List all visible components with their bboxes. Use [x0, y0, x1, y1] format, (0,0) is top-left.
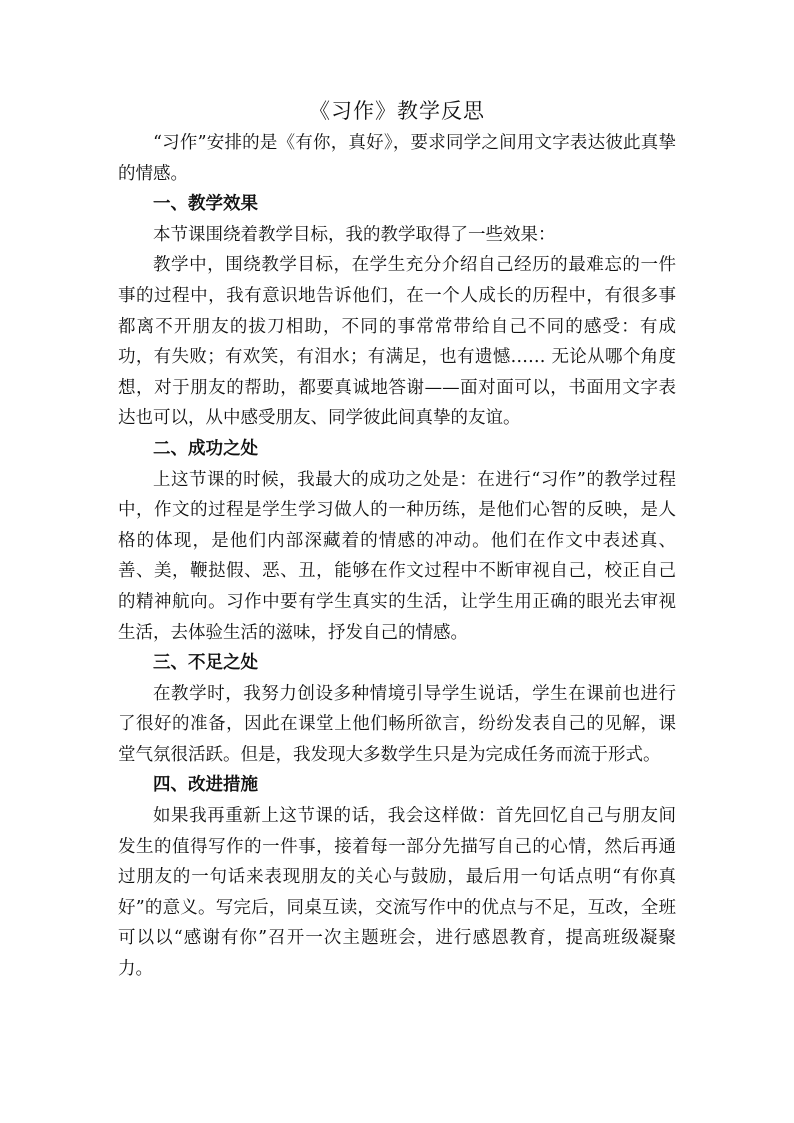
- document-title: 《习作》教学反思: [309, 99, 485, 123]
- intro-paragraph: “习作”安排的是《有你，真好》，要求同学之间用文字表达彼此真挚的情感。: [118, 133, 676, 184]
- document-page: [118, 94, 676, 985]
- section-paragraph: 在教学时，我努力创设多种情境引导学生说话，学生在课前也进行了很好的准备，因此在课堂上他们畅所欲言，纷纷发表自己的见解，课堂气氛很活跃。但是，我发现大多数学生只是为完成任务而流于形式。: [118, 683, 676, 765]
- section-heading-improvements: 四、改进措施: [153, 775, 258, 796]
- section-paragraph: 教学中，围绕教学目标，在学生充分介绍自己经历的最难忘的一件事的过程中，我有意识地告诉他们，在一个人成长的历程中，有很多事都离不开朋友的拔刀相助，不同的事常常带给自己不同的感受：有成功，有失败；有欢笑，有泪水；有满足，也有遗憾…… 无论从哪个角度想，对于朋友的帮助，都要真诚地答谢——面对面可以，书面用文字表达也可以，从中感受朋友、同学彼此间真挚的友谊。: [118, 255, 676, 429]
- section-paragraph: 如果我再重新上这节课的话，我会这样做：首先回忆自己与朋友间发生的值得写作的一件事，接着每一部分先描写自己的心情，然后再通过朋友的一句话来表现朋友的关心与鼓励，最后用一句话点明“有你真好”的意义。写完后，同桌互读，交流写作中的优点与不足，互改，全班可以以“感谢有你”召开一次主题班会，进行感恩教育，提高班级凝聚力。: [118, 806, 676, 980]
- section-heading-success: 二、成功之处: [153, 438, 258, 459]
- section-heading-shortcomings: 三、不足之处: [153, 653, 258, 674]
- section-heading-effect: 一、教学效果: [153, 194, 258, 215]
- section-paragraph: 上这节课的时候，我最大的成功之处是：在进行“习作”的教学过程中，作文的过程是学生学习做人的一种历练，是他们心智的反映，是人格的体现，是他们内部深藏着的情感的冲动。他们在作文中表述真、善、美，鞭挞假、恶、丑，能够在作文过程中不断审视自己，校正自己的精神航向。习作中要有学生真实的生活，让学生用正确的眼光去审视生活，去体验生活的滋味，抒发自己的情感。: [118, 469, 676, 643]
- section-paragraph: 本节课围绕着教学目标，我的教学取得了一些效果：: [153, 224, 556, 245]
